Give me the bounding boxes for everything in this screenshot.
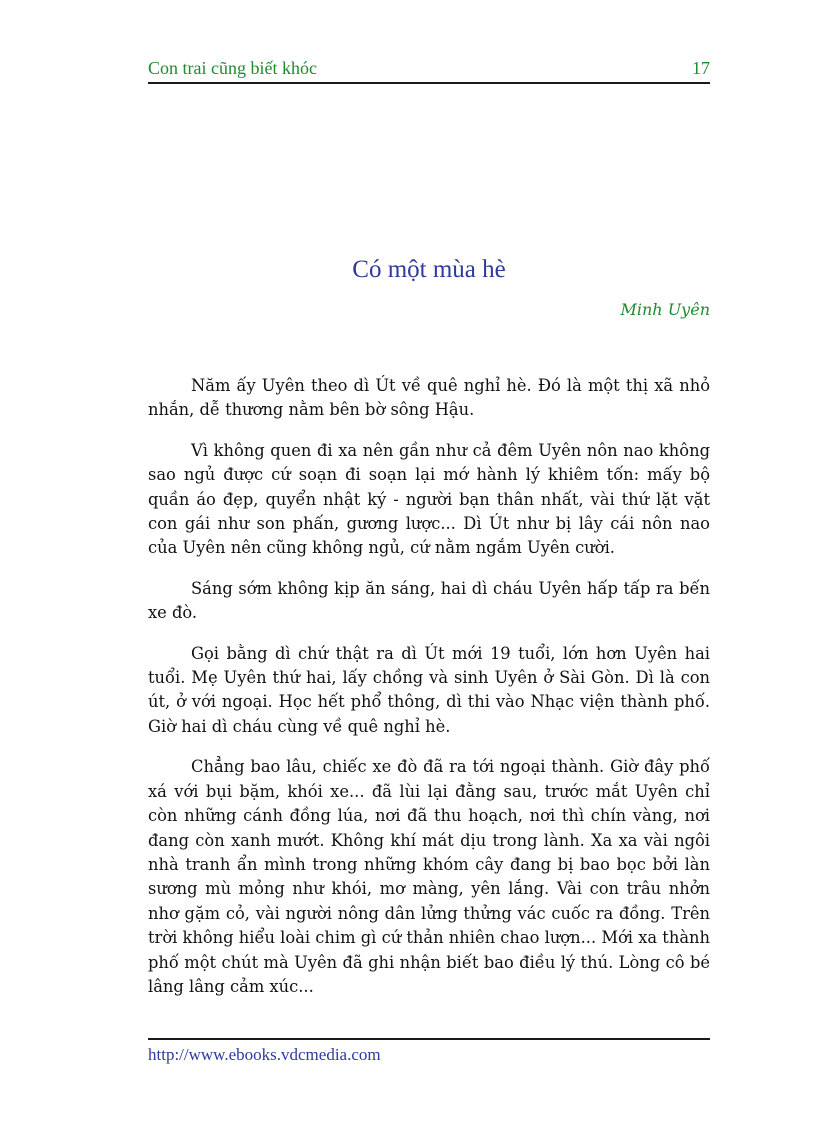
paragraph: Năm ấy Uyên theo dì Út về quê nghỉ hè. Đó là một thị xã nhỏ nhắn, dễ thương nằm bên bờ sông Hậu. xyxy=(148,376,710,420)
paragraph: Sáng sớm không kịp ăn sáng, hai dì cháu Uyên hấp tấp ra bến xe đò. xyxy=(148,578,710,623)
paragraph: Vì không quen đi xa nên gần như cả đêm Uyên nôn nao không sao ngủ được cứ soạn đi soạn lại mớ hành lý khiêm tốn: mấy bộ quần áo đẹp, quyển nhật ký - người bạn thân nhất, vài thứ lặt vặt con gái như son phấn, gương lược... Dì Út như bị lây cái nôn nao của Uyên nên cũng không ngủ, cứ nằm ngắm Uyên cười. xyxy=(148,440,710,558)
page-number: 17 xyxy=(692,58,710,78)
story-title: Có một mùa hè xyxy=(352,256,506,283)
paragraph: Chẳng bao lâu, chiếc xe đò đã ra tới ngoại thành. Giờ đây phố xá với bụi bặm, khói xe... đã lùi lại đằng sau, trước mắt Uyên chỉ còn những cánh đồng lúa, nơi đã thu hoạch, nơi thì chín vàng, nơi đang còn xanh mướt. Không khí mát dịu trong lành. Xa xa vài ngôi nhà tranh ẩn mình trong những khóm cây đang bị bao bọc bởi làn sương mù mỏng như khói, mơ màng, yên lắng. Vài con trâu nhởn nhơ gặm cỏ, vài người nông dân lửng thửng vác cuốc ra đồng. Trên trời không hiểu loài chim gì cứ thản nhiên chao lượn... Mới xa thành phố một chút mà Uyên đã ghi nhận biết bao điều lý thú. Lòng cô bé lâng lâng cảm xúc... xyxy=(148,757,710,996)
page-header xyxy=(148,58,710,84)
author-name: Minh Uyên xyxy=(620,300,710,319)
paragraph: Gọi bằng dì chứ thật ra dì Út mới 19 tuổi, lớn hơn Uyên hai tuổi. Mẹ Uyên thứ hai, lấy chồng và sinh Uyên ở Sài Gòn. Dì là con út, ở với ngoại. Học hết phổ thông, dì thi vào Nhạc viện thành phố. Giờ hai dì cháu cùng về quê nghỉ hè. xyxy=(148,643,710,736)
page-footer xyxy=(148,1038,710,1065)
book-title: Con trai cũng biết khóc xyxy=(148,58,317,78)
story-body xyxy=(148,374,710,1015)
website-link[interactable]: http://www.ebooks.vdcmedia.com xyxy=(148,1045,381,1064)
